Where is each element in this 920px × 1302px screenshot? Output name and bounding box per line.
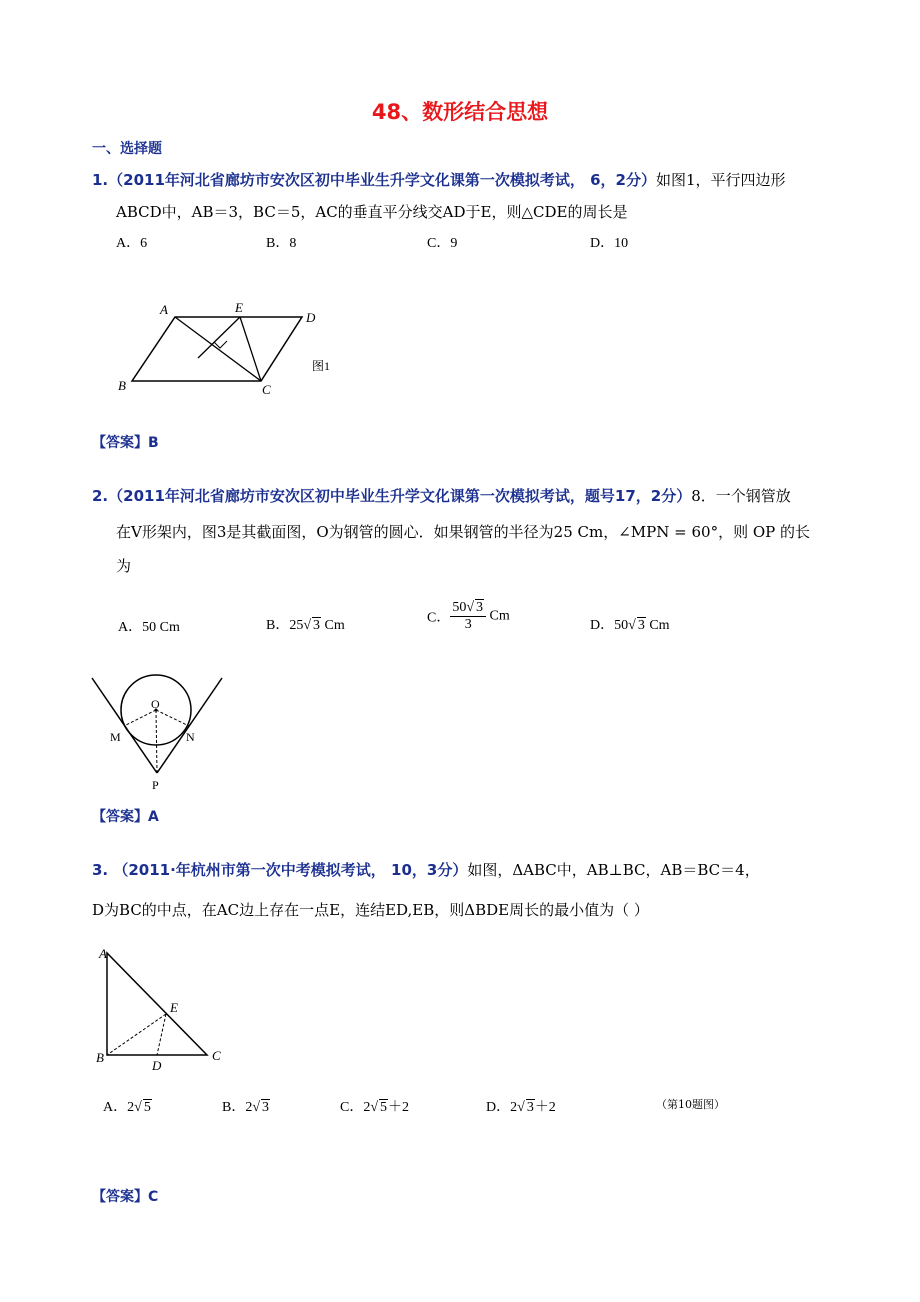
q3-label-a: A	[99, 946, 107, 961]
page-title: 48、数形结合思想	[371, 100, 549, 124]
q3-answer	[92, 1186, 158, 1206]
q3-source: 3. （2011·年杭州市第一次中考模拟考试， 10，3分）	[92, 861, 468, 879]
q1-option-d: D．10	[590, 236, 629, 251]
q2-label-n: N	[186, 730, 195, 744]
q2-line2: 在V形架内，图3是其截面图，O为钢管的圆心．如果钢管的半径为25 Cm，∠MPN = 60°，则 OP 的长	[116, 523, 810, 541]
q1-label-e: E	[235, 300, 243, 315]
q3-answer-label: 【答案】	[92, 1189, 148, 1205]
q1-label-b: B	[118, 378, 126, 393]
q1-label-a: A	[160, 302, 168, 317]
q2-label-o: O	[151, 697, 160, 711]
q1-line2: ABCD中，AB＝3，BC＝5，AC的垂直平分线交AD于E，则△CDE的周长是	[116, 203, 628, 221]
q3-figure-caption: （第10题图）	[656, 1098, 725, 1111]
q3-answer-value: C	[148, 1189, 159, 1205]
q3-option-d: D．2√ 3＋2	[486, 1100, 556, 1115]
q1-label-d: D	[306, 310, 316, 325]
q1-answer-value: B	[148, 435, 159, 451]
q3-label-e: E	[170, 1000, 178, 1015]
q3-option-c: C．2√ 5＋2	[340, 1100, 410, 1115]
q3-option-a: A．2√ 5	[103, 1100, 151, 1115]
q2-v-frame-figure	[88, 670, 228, 795]
q2-header	[92, 486, 791, 506]
q1-source: 1.（2011年河北省廊坊市安次区初中毕业生升学文化课第一次模拟考试， 6，2分）	[92, 171, 656, 189]
q2-option-c: C． $\frac{50√ 3}{3}$ Cm	[427, 600, 510, 632]
q2-answer	[92, 806, 159, 826]
q3-triangle-figure	[90, 940, 240, 1075]
q1-text-a: 如图1，平行四边形	[655, 171, 786, 189]
q2-source: 2.（2011年河北省廊坊市安次区初中毕业生升学文化课第一次模拟考试，题号17，2分）	[92, 487, 692, 505]
section-heading: 一、选择题	[92, 141, 162, 157]
q2-answer-value: A	[148, 809, 159, 825]
q1-option-b: B．8	[266, 236, 297, 251]
q3-text-a: 如图，ΔABC中，AB⊥BC，AB＝BC＝4，	[467, 861, 760, 879]
q1-header	[92, 170, 786, 190]
q3-option-b: B．2√ 3	[222, 1100, 270, 1115]
q1-label-c: C	[262, 382, 271, 397]
q2-answer-label: 【答案】	[92, 809, 148, 825]
q2-option-d: D．50√ 3 Cm	[590, 618, 670, 633]
q1-parallelogram-figure	[110, 290, 350, 400]
q3-label-b: B	[96, 1050, 104, 1065]
q3-label-d: D	[152, 1058, 162, 1073]
q3-header	[92, 860, 760, 880]
q2-option-b: B．25√ 3 Cm	[266, 618, 345, 633]
q3-line2: D为BC的中点，在AC边上存在一点E，连结ED,EB，则ΔBDE周长的最小值为（ ）	[92, 901, 649, 919]
q2-text-a: 8．一个钢管放	[691, 487, 791, 505]
q2-option-a: A．50 Cm	[118, 620, 180, 635]
q3-label-c: C	[212, 1048, 221, 1063]
q2-line3: 为	[116, 557, 132, 575]
q1-figure-caption: 图1	[312, 359, 331, 373]
q1-answer-label: 【答案】	[92, 435, 148, 451]
q2-label-p: P	[152, 778, 159, 792]
q1-answer	[92, 432, 159, 452]
q1-option-c: C．9	[427, 236, 458, 251]
q1-option-a: A．6	[116, 236, 148, 251]
q2-label-m: M	[110, 730, 121, 744]
